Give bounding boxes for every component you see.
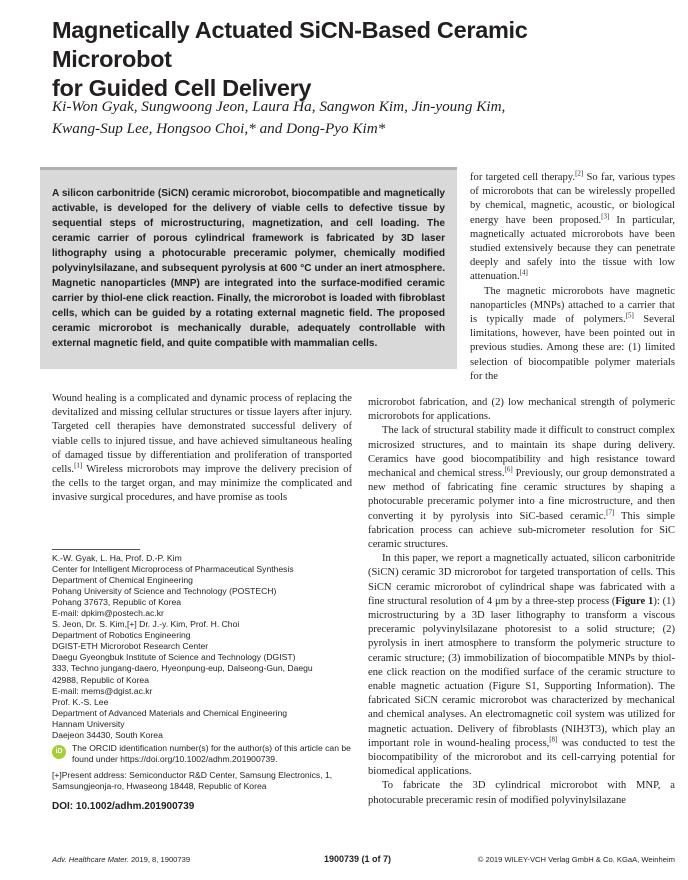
abstract-text: A silicon carbonitride (SiCN) ceramic microrobot, biocompatible and magnetically activable, is developed for the delivery of viable cells to defective tissue by sequential steps of microstructuring, magnetization, and cell loading. The ceramic carrier of porous cylindrical framework is fabricated by 3D laser lithography using a photocurable preceramic polymer, chemically modified polyvinylsilazane, and subsequent pyrolysis at 600 °C under an inert atmosphere. Magnetic nanoparticles (MNP) are integrated into the surface-modified ceramic carrier by thiol-ene click reaction. Finally, the microrobot is loaded with fibroblast cells, which can be guided by a rotating external magnetic field. The proposed ceramic microrobot is mechanically durable, adequately controllable with external magnetic field, and quite compatible with mammalian cells. xyxy=(52,188,445,349)
paragraph: microrobot fabrication, and (2) low mechanical strength of polymeric microrobots for applications. xyxy=(368,397,675,423)
title-line: Magnetically Actuated SiCN-Based Ceramic Microrobot xyxy=(52,17,528,72)
orcid-icon[interactable]: iD xyxy=(52,745,66,759)
title-line: for Guided Cell Delivery xyxy=(52,75,312,101)
figure-link[interactable]: Figure 1 xyxy=(615,595,654,607)
right-column-bottom xyxy=(368,396,675,808)
left-column xyxy=(52,392,352,506)
affiliation-line: Pohang University of Science and Technology (POSTECH) xyxy=(52,586,277,597)
affiliation-line: Daegu Gyeongbuk Institute of Science and Technology (DGIST) xyxy=(52,652,296,663)
author-list xyxy=(52,96,652,139)
right-column-top xyxy=(470,171,675,384)
affiliations-block xyxy=(52,549,352,812)
affiliation-line: Pohang 37673, Republic of Korea xyxy=(52,597,182,608)
paragraph: To fabricate the 3D cylindrical microrobot with MNP, a photocurable preceramic resin of modified polyvinylsilazane xyxy=(368,780,675,806)
affiliation-line[interactable]: E-mail: dpkim@postech.ac.kr xyxy=(52,608,164,619)
orcid-note xyxy=(52,743,352,765)
affiliation-line: K.-W. Gyak, L. Ha, Prof. D.-P. Kim xyxy=(52,553,182,563)
affiliation-line: DGIST-ETH Microrobot Research Center xyxy=(52,641,209,652)
affiliation-line: Department of Robotics Engineering xyxy=(52,630,191,641)
orcid-text: The ORCID identification number(s) for the author(s) of this article can be found under https://doi.org/10.1002/adhm.201900739. xyxy=(72,742,351,764)
doi-link[interactable]: DOI: 10.1002/adhm.201900739 xyxy=(52,800,195,812)
reference-link[interactable]: [1] xyxy=(74,461,83,470)
affiliation-line: Hannam University xyxy=(52,718,125,729)
copyright: © 2019 WILEY-VCH Verlag GmbH & Co. KGaA, Weinheim xyxy=(477,855,675,864)
page-number: 1900739 (1 of 7) xyxy=(324,854,392,864)
paragraph: for targeted cell therapy.[2] So far, various types of microrobots that can be wirelessly propelled by chemical, magnetic, acoustic, or biological energy have been proposed.[3] In particular, magnetically actuated microrobots have been studied extensively because they can penetrate deeply and safely into the tissue with low attenuation.[4] xyxy=(470,169,675,283)
reference-link[interactable]: [3] xyxy=(601,212,610,221)
paragraph: The magnetic microrobots have magnetic nanoparticles (MNPs) attached to a carrier that is typically made of polymers.[5] Several limitations, however, have been pointed out in previous studies. Among these are: (1) limited selection of biocompatible polymer materials for the xyxy=(470,285,675,382)
affiliation-line: Department of Chemical Engineering xyxy=(52,575,193,586)
affiliation-line: 333, Techno jungang-daero, Hyeonpung-eup, Dalseong-Gun, Daegu xyxy=(52,663,313,674)
present-address: [+]Present address: Semiconductor R&D Center, Samsung Electronics, 1, Samsungjeonja-ro, Hwaseong 18448, Republic of Korea xyxy=(52,769,333,791)
reference-link[interactable]: [4] xyxy=(519,268,528,277)
authors-line: Kwang-Sup Lee, Hongsoo Choi,* and Dong-Pyo Kim* xyxy=(52,119,386,137)
reference-link[interactable]: [6] xyxy=(504,465,513,474)
paragraph: In this paper, we report a magnetically actuated, silicon carbonitride (SiCN) ceramic 3D microrobot for targeted transportation of cells. This SiCN ceramic microrobot of cylindrical shape was fabricated with a fine structural resolution of 4 μm by a three-step process (Figure 1): (1) microstructuring by a 3D laser lithography to transform a viscous preceramic polyvinylsilazane photoresist to a solid structure; (2) pyrolysis in inert atmosphere to transform the polymeric structure to ceramic structure; (3) immobilization of biocompatible MNPs by thiol-ene click reaction on the modified surface of the ceramic structure to enable magnetic actuation (Figure S1, Supporting Information). The fabricated SiCN ceramic microrobot was characterized by mechanical and chemical analyses. An electromagnetic coil system was utilized for magnetic actuation. Delivery of fibroblasts (NIH3T3), which play an important role in wound-healing process,[8] was conducted to test the biocompatibility of the microrobot and its cell-carrying potential for biomedical applications. xyxy=(368,553,675,778)
affiliation-line: Daejeon 34430, South Korea xyxy=(52,729,163,740)
affiliation-line: Prof. K.-S. Lee xyxy=(52,696,109,707)
affiliation-line: Center for Intelligent Microprocess of Pharmaceutical Synthesis xyxy=(52,564,294,575)
affiliation-line: Department of Advanced Materials and Chemical Engineering xyxy=(52,707,288,718)
reference-link[interactable]: [7] xyxy=(606,508,615,517)
abstract-box xyxy=(40,167,457,369)
affiliation-line: S. Jeon, Dr. S. Kim,[+] Dr. J.-y. Kim, Prof. H. Choi xyxy=(52,619,240,630)
journal-citation: Adv. Healthcare Mater. 2019, 8, 1900739 xyxy=(52,855,191,864)
authors-line: Ki-Won Gyak, Sungwoong Jeon, Laura Ha, Sangwon Kim, Jin-young Kim, xyxy=(52,98,506,115)
affiliation-line[interactable]: E-mail: mems@dgist.ac.kr xyxy=(52,685,153,696)
article-title xyxy=(52,16,652,103)
affiliation-lines xyxy=(52,553,352,741)
paragraph: Wound healing is a complicated and dynamic process of replacing the devitalized and missing cellular structures or tissue layers after injury. Targeted cell therapies have demonstrated successful delivery of viable cells to injured tissue, and have achieved simultaneous healing of damaged tissue by differentiation and proliferation of transported cells.[1] Wireless microrobots may improve the delivery precision of the cells to the target organ, and may minimize the complicated and invasive surgical procedures, and have promise as tools xyxy=(52,393,352,504)
reference-link[interactable]: [5] xyxy=(625,311,634,320)
reference-link[interactable]: [8] xyxy=(549,735,558,744)
affiliation-line: 42988, Republic of Korea xyxy=(52,674,149,685)
paragraph: The lack of structural stability made it difficult to construct complex microsized structures, and to maintain its shape during delivery. Ceramics have good biocompatibility and high resistance toward mechanical and chemical stress.[6] Previously, our group demonstrated a new method of fabricating fine ceramic structures by shaping a photocurable preceramic polymer into a fine microstructure, and then converting it by pyrolysis into SiC-based ceramic.[7] This simple fabrication process can achieve sub-micrometer resolution for SiC ceramic structures. xyxy=(368,425,675,551)
reference-link[interactable]: [2] xyxy=(575,169,584,178)
divider xyxy=(52,549,140,550)
